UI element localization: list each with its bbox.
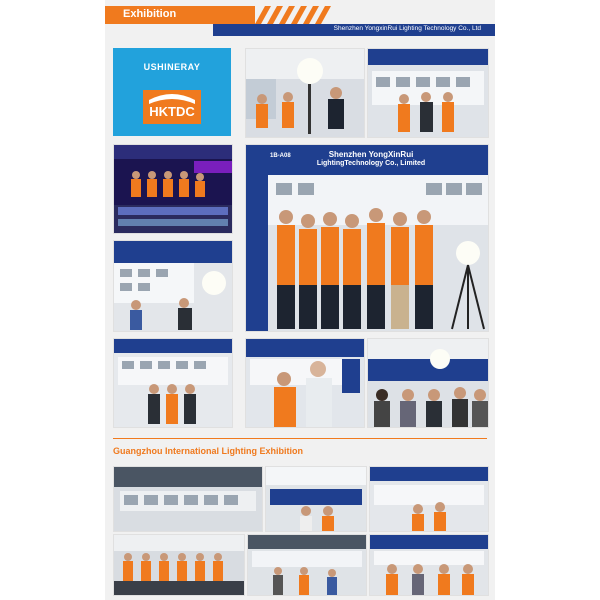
photo-booth-2 bbox=[367, 48, 489, 138]
stripes-decoration bbox=[255, 6, 335, 24]
section-title: Guangzhou International Lighting Exhibition bbox=[113, 446, 303, 456]
header-tab bbox=[105, 6, 255, 24]
photo-visitor-1 bbox=[245, 338, 365, 428]
brand-logo: USHINERAY bbox=[143, 62, 201, 72]
booth-sign-line1: Shenzhen YongXinRui bbox=[328, 150, 414, 159]
photo-crowd-1 bbox=[367, 338, 489, 428]
photo-gz-5 bbox=[247, 534, 367, 596]
company-name: Shenzhen YongxinRui Lighting Technology Co., Ltd bbox=[333, 25, 481, 32]
photo-team-main bbox=[245, 144, 489, 332]
photo-gz-4 bbox=[113, 534, 245, 596]
section-divider bbox=[113, 438, 487, 439]
photo-gz-6 bbox=[369, 534, 489, 596]
page bbox=[105, 0, 495, 600]
photo-gz-3 bbox=[369, 466, 489, 532]
booth-sign bbox=[296, 150, 446, 167]
booth-sign-line2: LightingTechnology Co., Limited bbox=[316, 160, 426, 167]
header bbox=[105, 4, 495, 34]
photo-gz-2 bbox=[265, 466, 367, 532]
photo-booth-1 bbox=[245, 48, 365, 138]
booth-code: 1B-A08 bbox=[270, 153, 291, 159]
photo-booth-4 bbox=[113, 338, 233, 428]
photo-neon-stage bbox=[113, 144, 233, 234]
photo-booth-3 bbox=[113, 240, 233, 332]
hktdc-logo-panel bbox=[113, 48, 231, 136]
hktdc-logo-text: HKTDC bbox=[149, 104, 195, 119]
photo-gz-1 bbox=[113, 466, 263, 532]
header-title: Exhibition bbox=[123, 8, 177, 20]
header-bar bbox=[213, 24, 495, 36]
